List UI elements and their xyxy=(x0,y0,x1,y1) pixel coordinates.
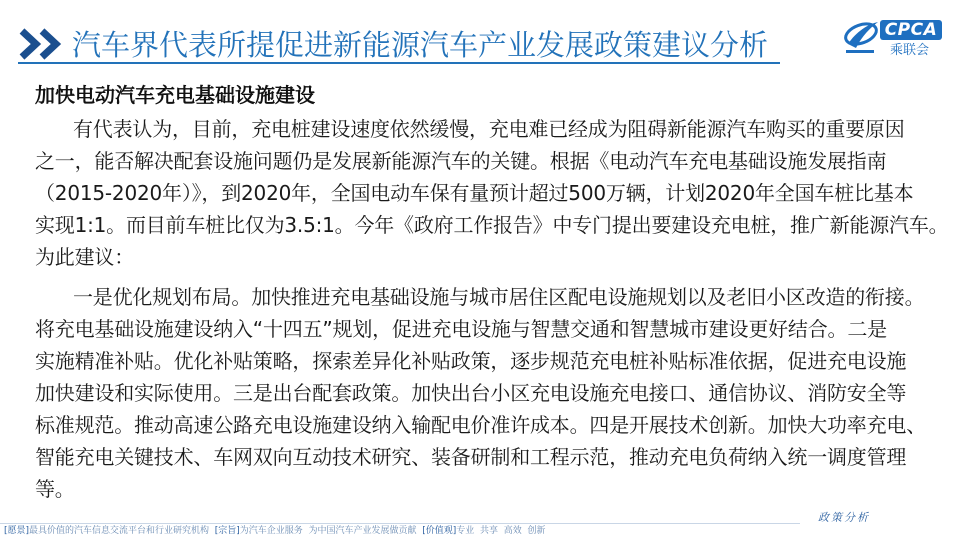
footer-mission xyxy=(4,524,545,538)
footer-text-purpose: 为汽车企业服务 为中国汽车产业发展做贡献 xyxy=(239,526,423,536)
paragraph-intro xyxy=(35,113,947,273)
paragraph-line: （2015-2020年）》，到2020年，全国电动车保有量预计超过500万辆，计划2020年全国车桩比基本 xyxy=(35,181,914,205)
paragraph-line: 实现1:1。而目前车桩比仅为3.5:1。今年《政府工作报告》中专门提出要建设充电桩，推广新能源汽车。 xyxy=(35,213,949,237)
paragraph-line: 为此建议： xyxy=(35,245,134,269)
cpca-logo xyxy=(842,12,946,64)
paragraph-line: 标准规范。推动高速公路充电设施建设纳入输配电价准许成本。四是开展技术创新。加快大功率充电、 xyxy=(35,413,926,437)
footer-text-vision: 最具价值的汽车信息交流平台和行业研究机构 xyxy=(29,526,215,536)
cpca-swoosh-logo-icon xyxy=(842,14,880,58)
section-heading: 加快电动汽车充电基础设施建设 xyxy=(35,83,315,107)
paragraph-line: 加快建设和实际使用。三是出台配套政策。加快出台小区充电设施充电接口、通信协议、消防安全等 xyxy=(35,381,907,405)
logo-badge-text: CPCA xyxy=(880,20,942,40)
paragraph-line: 将充电基础设施建设纳入“十四五”规划，促进充电设施与智慧交通和智慧城市建设更好结合。二是 xyxy=(35,317,887,341)
footer-label-vision: [愿景] xyxy=(4,526,30,536)
footer-label-values: [价值观] xyxy=(422,526,457,536)
logo-name: 乘联会 xyxy=(890,43,930,58)
double-chevron-right-icon xyxy=(18,28,64,60)
paragraph-line: 有代表认为，目前，充电桩建设速度依然缓慢，充电难已经成为阻碍新能源汽车购买的重要原因 xyxy=(73,117,905,141)
paragraph-line: 之一，能否解决配套设施问题仍是发展新能源汽车的关键。根据《电动汽车充电基础设施发展指南 xyxy=(35,149,887,173)
footer-text-values: 专业 共享 高效 创新 xyxy=(456,526,546,536)
paragraph-line: 智能充电关键技术、车网双向互动技术研究、装备研制和工程示范，推动充电负荷纳入统一调度管理 xyxy=(35,445,907,469)
paragraph-line: 实施精准补贴。优化补贴策略，探索差异化补贴政策，逐步规范充电桩补贴标准依据，促进充电设施 xyxy=(35,349,907,373)
slide-title: 汽车界代表所提促进新能源汽车产业发展政策建议分析 xyxy=(72,28,769,62)
footer-section-tag: 政策分析 xyxy=(818,511,870,524)
paragraph-line: 等。 xyxy=(35,477,75,501)
title-underline xyxy=(18,62,780,64)
paragraph-suggestions xyxy=(35,281,947,505)
footer-label-purpose: [宗旨] xyxy=(214,526,240,536)
paragraph-line: 一是优化规划布局。加快推进充电基础设施与城市居住区配电设施规划以及老旧小区改造的衔接。 xyxy=(73,285,925,309)
